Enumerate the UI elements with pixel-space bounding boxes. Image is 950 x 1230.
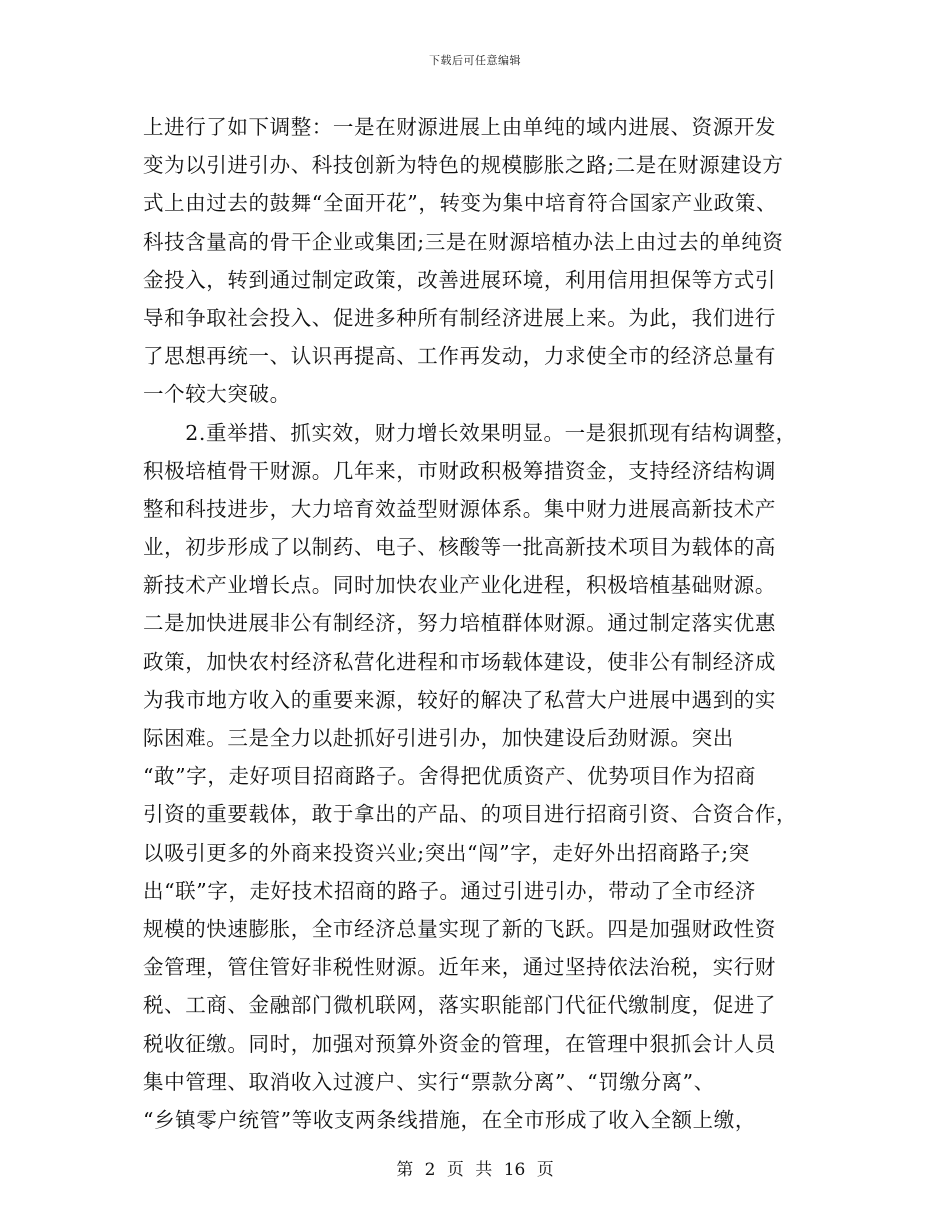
text-line: 新技术产业增长点。同时加快农业产业化进程，积极培植基础财源。 (143, 573, 776, 598)
text-line: 积极培植骨干财源。几年来，市财政积极筹措资金，支持经济结构调 (143, 458, 776, 483)
text-line: 集中管理、取消收入过渡户、实行“票款分离”、“罚缴分离”、 (143, 1069, 715, 1094)
text-line: 政策，加快农村经济私营化进程和市场载体建设，使非公有制经济成 (143, 649, 776, 674)
text-line: 2.重举措、抓实效，财力增长效果明显。一是狠抓现有结构调整， (143, 420, 797, 445)
text-line: 科技含量高的骨干企业或集团;三是在财源培植办法上由过去的单纯资 (143, 229, 784, 254)
text-line: 导和争取社会投入、促进多种所有制经济进展上来。为此，我们进行 (143, 305, 776, 330)
text-line: 规模的快速膨胀，全市经济总量实现了新的飞跃。四是加强财政性资 (143, 916, 776, 941)
page-header: 下载后可任意编辑 (429, 54, 521, 67)
text-line: 出“联”字，走好技术招商的路子。通过引进引办，带动了全市经济 (143, 878, 756, 903)
text-line: “敢”字，走好项目招商路子。舍得把优质资产、优势项目作为招商 (143, 764, 756, 789)
text-line: 税、工商、金融部门微机联网，落实职能部门代征代缴制度，促进了 (143, 993, 776, 1018)
text-line: 以吸引更多的外商来投资兴业;突出“闯”字，走好外出招商路子;突 (143, 840, 750, 865)
text-line: “乡镇零户统管”等收支两条线措施，在全市形成了收入全额上缴， (143, 1107, 756, 1132)
text-line: 变为以引进引办、科技创新为特色的规模膨胀之路;二是在财源建设方 (143, 153, 784, 178)
text-line: 整和科技进步，大力培育效益型财源体系。集中财力进展高新技术产 (143, 496, 776, 521)
text-line: 为我市地方收入的重要来源，较好的解决了私营大户进展中遇到的实 (143, 687, 776, 712)
text-line: 业，初步形成了以制药、电子、核酸等一批高新技术项目为载体的高 (143, 535, 776, 560)
text-line: 际困难。三是全力以赴抓好引进引办，加快建设后劲财源。突出 (143, 726, 734, 750)
text-line: 式上由过去的鼓舞“全面开花”，转变为集中培育符合国家产业政策、 (143, 191, 778, 216)
document-body (143, 108, 807, 1139)
text-line: 上进行了如下调整：一是在财源进展上由单纯的域内进展、资源开发 (143, 115, 776, 139)
text-line: 二是加快进展非公有制经济，努力培植群体财源。通过制定落实优惠 (143, 611, 776, 636)
text-line: 金管理，管住管好非税性财源。近年来，通过坚持依法治税，实行财 (143, 955, 776, 980)
page-footer: 第 2 页 共 16 页 (396, 1160, 554, 1180)
text-line: 一个较大突破。 (143, 382, 291, 407)
text-line: 了思想再统一、认识再提高、工作再发动，力求使全市的经济总量有 (143, 344, 776, 369)
text-line: 税收征缴。同时，加强对预算外资金的管理，在管理中狠抓会计人员 (143, 1031, 776, 1056)
text-line: 引资的重要载体，敢于拿出的产品、的项目进行招商引资、合资合作， (143, 802, 798, 827)
text-line: 金投入，转到通过制定政策，改善进展环境，利用信用担保等方式引 (143, 267, 776, 292)
